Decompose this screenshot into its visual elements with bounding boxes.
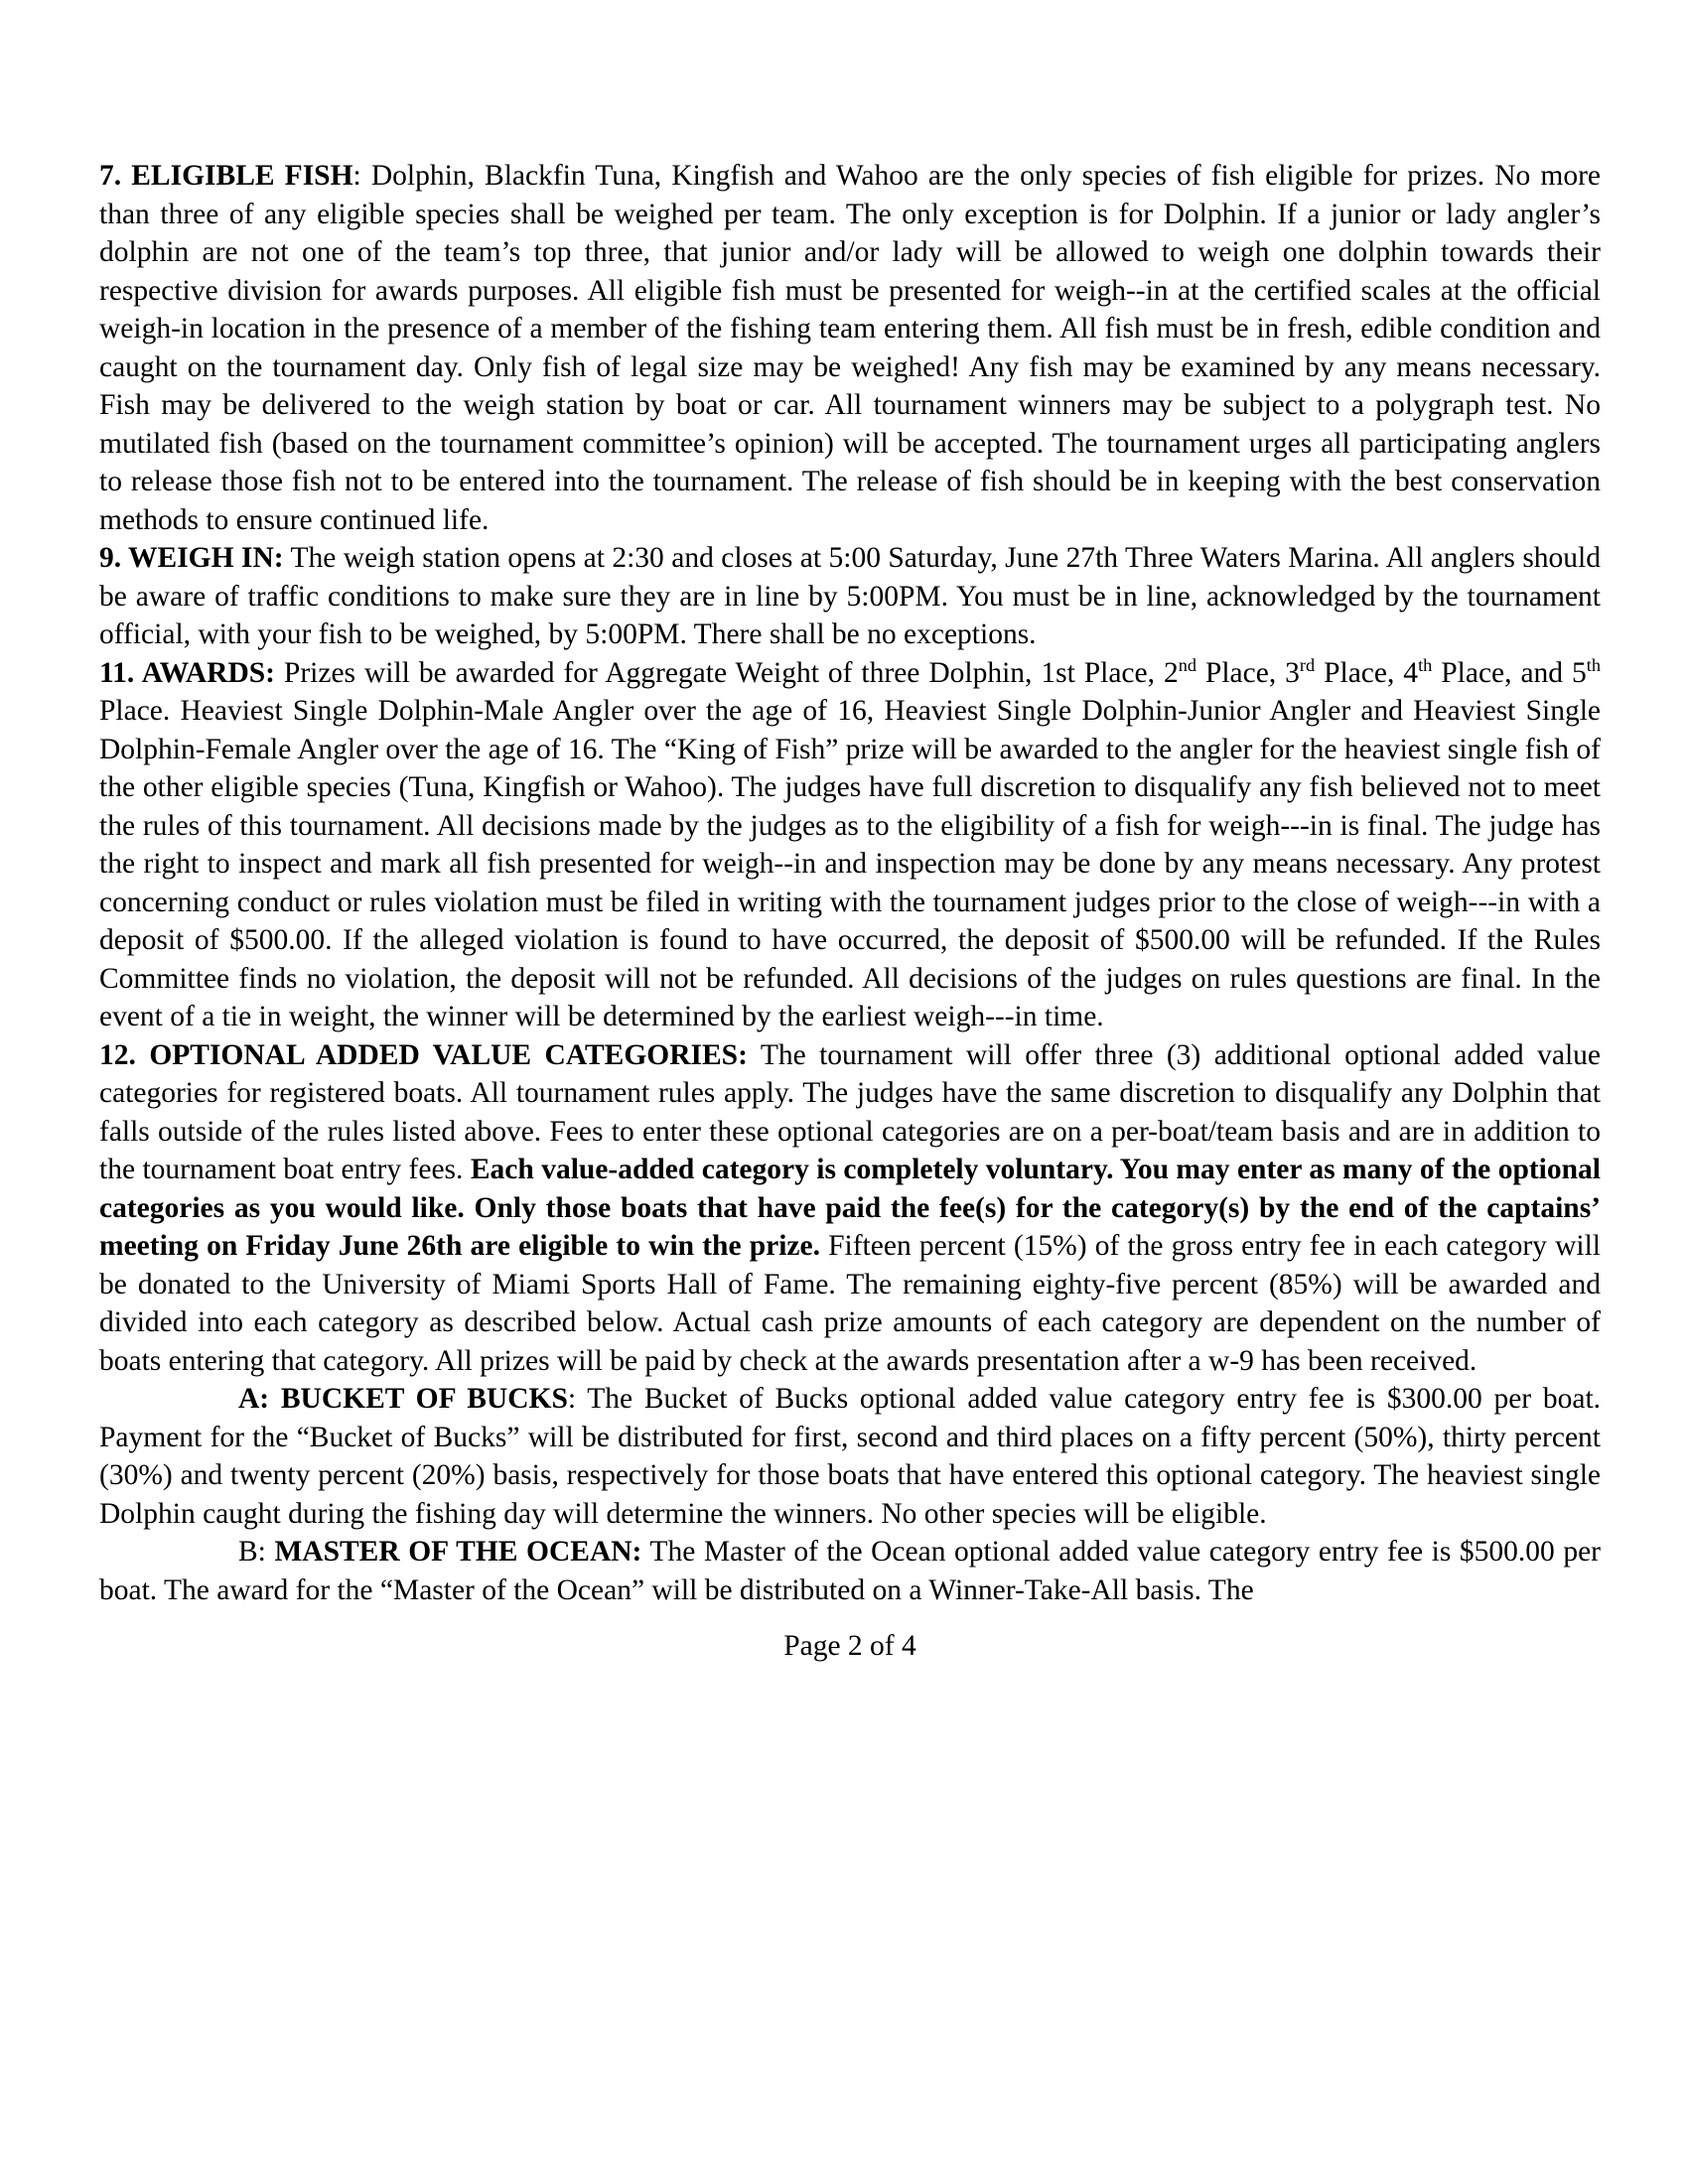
heading-weigh-in: 9. WEIGH IN: (99, 542, 284, 574)
heading-master-of-the-ocean: MASTER OF THE OCEAN: (274, 1536, 642, 1568)
page-number: Page 2 of 4 (783, 1630, 916, 1662)
heading-optional-added-value-categories: 12. OPTIONAL ADDED VALUE CATEGORIES: (99, 1038, 748, 1071)
section-weigh-in: 9. WEIGH IN: The weigh station opens at 2:30 and closes at 5:00 Saturday, June 27th Three Waters Marina. All anglers should be aware of traffic conditions to make sure they are in line by 5:00PM. You must be in line, acknowledged by the tournament official, with your fish to be weighed, by 5:00PM. There shall be no exceptions. (99, 542, 1601, 650)
section-eligible-fish: 7. ELIGIBLE FISH: Dolphin, Blackfin Tuna, Kingfish and Wahoo are the only species of fish eligible for prizes. No more than three of any eligible species shall be weighed per team. The only exception is for Dolphin. If a junior or lady angler’s dolphin are not one of the team’s top three, that junior and/or lady will be allowed to weigh one dolphin towards their respective division for awards purposes. All eligible fish must be presented for weigh--in at the certified scales at the official weigh-in location in the presence of a member of the fishing team entering them. All fish must be in fresh, edible condition and caught on the tournament day. Only fish of legal size may be weighed! Any fish may be examined by any means necessary. Fish may be delivered to the weigh station by boat or car. All tournament winners may be subject to a polygraph test. No mutilated fish (based on the tournament committee’s opinion) will be accepted. The tournament urges all participating anglers to release those fish not to be entered into the tournament. The release of fish should be in keeping with the best conservation methods to ensure continued life. (99, 160, 1601, 536)
heading-eligible-fish: 7. ELIGIBLE FISH (99, 160, 353, 192)
section-optional-added-value-categories: 12. OPTIONAL ADDED VALUE CATEGORIES: The tournament will offer three (3) additional optional added value categories for registered boats. All tournament rules apply. The judges have the same discretion to disqualify any Dolphin that falls outside of the rules listed above. Fees to enter these optional categories are on a per-boat/team basis and are in addition to the tournament boat entry fees. Each value-added category is completely voluntary. You may enter as many of the optional categories as you would like. Only those boats that have paid the fee(s) for the category(s) by the end of the captains’ meeting on Friday June 26th are eligible to win the prize. Fifteen percent (15%) of the gross entry fee in each category will be donated to the University of Miami Sports Hall of Fame. The remaining eighty-five percent (85%) will be awarded and divided into each category as described below. Actual cash prize amounts of each category are dependent on the number of boats entering that category. All prizes will be paid by check at the awards presentation after a w-9 has been received. (99, 1038, 1601, 1377)
section-bucket-of-bucks: A: BUCKET OF BUCKS: The Bucket of Bucks optional added value category entry fee is $300.00 per boat. Payment for the “Bucket of Bucks” will be distributed for first, second and third places on a fifty percent (50%), thirty percent (30%) and twenty percent (20%) basis, respectively for those boats that have entered this optional category. The heaviest single Dolphin caught during the fishing day will determine the winners. No other species will be eligible. (99, 1383, 1602, 1530)
document-content (99, 0, 1601, 1666)
section-master-of-the-ocean: B: MASTER OF THE OCEAN: The Master of the Ocean optional added value category entry fee is $500.00 per boat. The award for the “Master of the Ocean” will be distributed on a Winner-Take-All basis. The (99, 1536, 1602, 1606)
heading-bucket-of-bucks: A: BUCKET OF BUCKS (238, 1383, 568, 1415)
section-awards: 11. AWARDS: Prizes will be awarded for Aggregate Weight of three Dolphin, 1st Place, 2nd Place, 3rd Place, 4th Place, and 5th Place. Heaviest Single Dolphin-Male Angler over the age of 16, Heaviest Single Dolphin-Junior Angler and Heaviest Single Dolphin-Female Angler over the age of 16. The “King of Fish” prize will be awarded to the angler for the heaviest single fish of the other eligible species (Tuna, Kingfish or Wahoo). The judges have full discretion to disqualify any fish believed not to meet the rules of this tournament. All decisions made by the judges as to the eligibility of a fish for weigh---in is final. The judge has the right to inspect and mark all fish presented for weigh--in and inspection may be done by any means necessary. Any protest concerning conduct or rules violation must be filed in writing with the tournament judges prior to the close of weigh---in with a deposit of $500.00. If the alleged violation is found to have occurred, the deposit of $500.00 will be refunded. If the Rules Committee finds no violation, the deposit will not be refunded. All decisions of the judges on rules questions are final. In the event of a tie in weight, the winner will be determined by the earliest weigh---in time. (99, 654, 1601, 1032)
heading-awards: 11. AWARDS: (99, 656, 275, 689)
